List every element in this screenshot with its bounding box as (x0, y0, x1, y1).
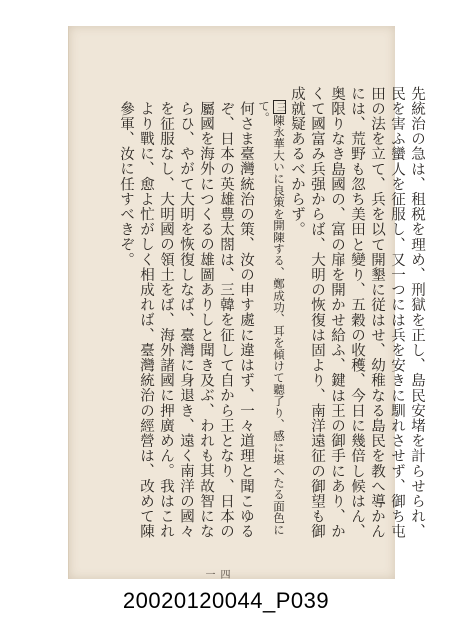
note-marker: 三 (274, 102, 285, 113)
book-page (68, 26, 425, 579)
paragraph-1: 先統治の急は、租税を理め、刑獄を正し、島民安堵を計らせられ、民を害ふ蠻人を征服し、又一つには兵を安きに馴れさせず、御ち屯田の法を立て、兵を以て開墾に従はせ、幼稚なる島民を教へ導かんには、荒野も忽ち美田と變り、五穀の收穫、今日に幾倍し候はん、奥限りなき島國の、富の扉を開かせ給ふ、鍵は王の御手にあり、かくて國富み兵强からば、大明の恢復は固より、南洋遠征の御望も御成就疑あるべからず。 (289, 86, 425, 539)
paragraph-2: 何さま臺灣統治の策、汝の申す處に違はず、一々道理と聞こゆるぞ、日本の英雄豊太閤は、三韓を征して自から王となり、日本の屬國を海外につくるの雄圖ありしと聞き及ぶ、われも其故智にならひ、やがて大明を恢復しなば、臺灣に身退き、遠く南洋の國々を征服なし、大明國の領土をば、海外諸國に押廣めん。我はこれより戰に、愈よ忙がしく相成れば、臺灣統治の經營は、改めて陳參軍、汝に任すべきぞ。 (118, 101, 254, 539)
annotation-note (256, 100, 287, 546)
page-number: 四一 (203, 569, 229, 579)
vertical-text-block (118, 86, 427, 546)
note-text: 陳永華大いに良策を開陳する、鄭成功、耳を傾けて聽了り、感に堪へたる面色にて。 (257, 100, 286, 536)
image-caption: 20020120044_P039 (122, 588, 330, 613)
